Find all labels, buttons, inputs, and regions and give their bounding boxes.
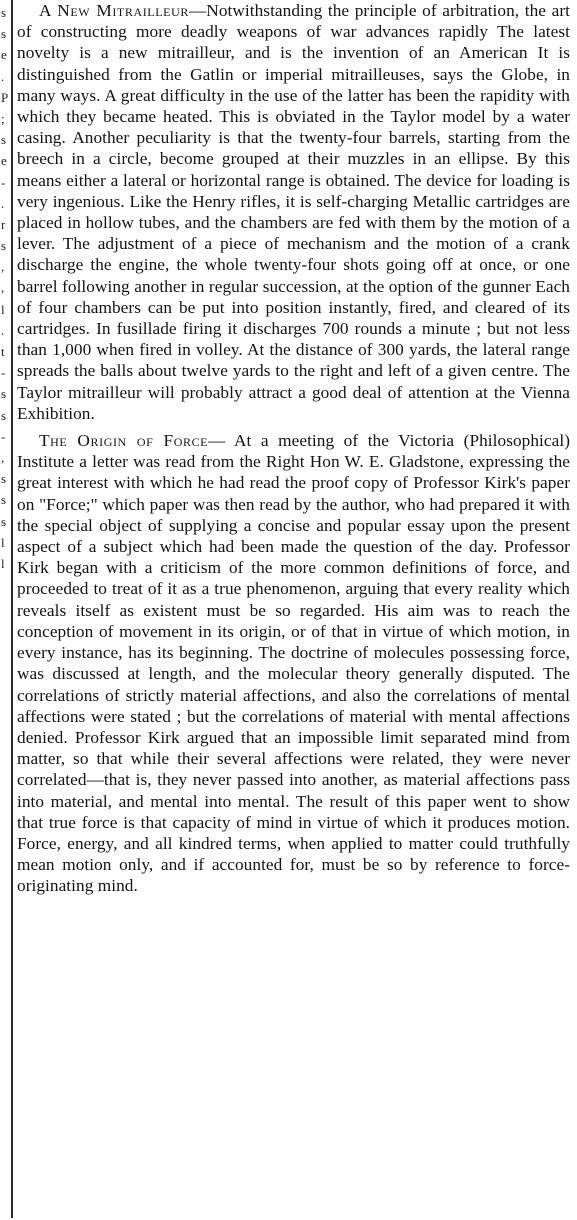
gutter-fragment: l [1, 555, 5, 571]
gutter-fragment: s [1, 492, 7, 508]
gutter-fragment: , [1, 259, 5, 275]
gutter-fragment: ; [1, 110, 5, 126]
gutter-fragment: s [1, 5, 7, 20]
gutter-fragment: t [1, 344, 5, 359]
gutter-fragment: . [1, 68, 5, 84]
gutter-fragment: l [1, 301, 5, 317]
article-origin-of-force-title: The Origin of Force [39, 431, 209, 451]
article-mitrailleur [17, 0, 570, 424]
gutter-fragment: r [1, 216, 6, 232]
gutter-fragment: s [1, 132, 7, 148]
gutter-fragment: s [1, 513, 7, 529]
article-mitrailleur-title: A New Mitrailleur [39, 1, 189, 20]
gutter-fragment: . [1, 195, 5, 211]
gutter-fragment: e [1, 47, 7, 63]
gutter-fragment: - [1, 428, 6, 444]
article-mitrailleur-body: —Notwithstanding the principle of arbitration, the art of constructing more deadly weapons of war advances rapidly The latest novelty is a new mitrailleur, and is the invention of an American It is distinguished from the Gatlin or imperial mitrailleuses, says the Globe, in many ways. A great difficulty in the use of the latter has been the rapidity with which they became heated. This is obviated in the Taylor model by a water casing. Another peculiarity is that the twenty-four barrels, starting from the breech in a circle, become grouped at their muzzles in an ellipse. By this means either a lateral or horizontal range is obtained. The device for loading is very ingenious. Like the Henry rifles, it is self-charging Metallic cartridges are placed in hollow tubes, and the chambers are fed with them by the motion of a lever. The adjustment of a piece of mechanism and the motion of a crank discharge the engine, the whole twenty-four shots going off at once, or one barrel following another in regular succession, at the option of the gunner Each of four chambers can be put into position instantly, fired, and cleared of its cartridges. In fusillade firing it discharges 700 rounds a minute ; but not less than 1,000 when fired in volley. At the distance of 300 yards, the lateral range spreads the balls about twelve yards to the right and left of a given centre. The Taylor mitrailleur will probably attract a good deal of attention at the Vienna Exhibition. [17, 1, 570, 423]
column-rule [11, 0, 13, 1218]
gutter-fragment: s [1, 238, 7, 254]
gutter-fragment: P [1, 89, 9, 105]
gutter-fragment: , [1, 280, 5, 296]
gutter-fragment: s [1, 386, 7, 402]
gutter-fragment: - [1, 365, 6, 381]
gutter-fragment: l [1, 534, 5, 550]
article-origin-of-force [17, 430, 570, 896]
gutter-fragment: . [1, 322, 5, 338]
gutter-fragment: - [1, 174, 6, 190]
gutter-fragment: s [1, 471, 7, 487]
gutter-fragment: e [1, 153, 7, 169]
article-origin-of-force-body: — At a meeting of the Victoria (Philosophical) Institute a letter was read from the Right Hon W. E. Gladstone, expressing the great interest with which he had read the proof copy of Professor Kirk's paper on "Force;" which paper was then read by the author, who had prepared it with the special object of supplying a concise and popular essay upon the present aspect of a subject which had been made the question of the day. Professor Kirk began with a criticism of the more common definitions of force, and proceeded to treat of it as a true phenomenon, arguing that every reality which reveals itself as existent must be so regarded. His aim was to reach the conception of movement in its origin, or of that in virtue of which motion, in every instance, has its beginning. The doctrine of molecules possessing force, was discussed at length, and the molecular theory generally disputed. The correlations of strictly material affections, and also the correlations of mental affections were stated ; but the correlations of material with mental affections denied. Professor Kirk argued that an impossible limit separated mind from matter, so that while their several affections were related, they were never correlated—that is, they never passed into another, as material affections pass into material, and mental into mental. The result of this paper went to show that true force is that capacity of mind in virtue of which it produces motion. Force, energy, and all kindred terms, when applied to matter could truthfully mean motion only, and if accounted for, must be so by reference to force-originating mind. [17, 431, 570, 896]
gutter-fragment: , [1, 449, 5, 465]
newspaper-column [17, 0, 570, 897]
gutter-fragment: s [1, 26, 7, 42]
gutter-fragment: s [1, 407, 7, 423]
